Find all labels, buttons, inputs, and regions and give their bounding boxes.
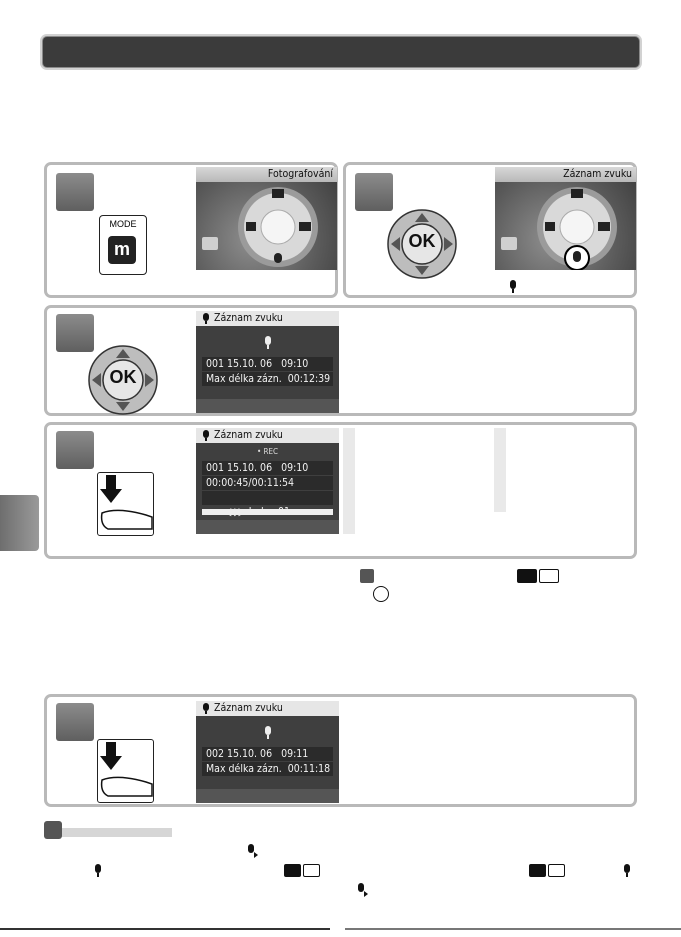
lcd-max-length-line: Max délka zázn. 00:12:39 xyxy=(202,372,333,386)
voice-playback-icon xyxy=(246,844,258,858)
camera-screen-title: Fotografování xyxy=(196,167,337,182)
microphone-icon xyxy=(93,864,103,878)
microphone-icon xyxy=(263,726,273,740)
tip-magnifier-icon xyxy=(44,821,62,839)
description-column-1 xyxy=(343,428,355,534)
lcd-recording xyxy=(196,428,339,534)
lcd-file-line: 001 15.10. 06 09:10 xyxy=(202,461,333,475)
step-badge-1 xyxy=(56,173,94,211)
lcd-title: Záznam zvuku xyxy=(196,428,339,443)
step-panel-4 xyxy=(44,422,637,559)
bottom-rule-right xyxy=(345,928,681,930)
shutter-press-icon xyxy=(97,739,154,803)
camera-screen-voice-select xyxy=(495,167,636,270)
camera-play-icons xyxy=(284,864,320,877)
lcd-elapsed-line: 00:00:45/00:11:54 xyxy=(202,476,333,490)
status-lamp-icon xyxy=(360,569,374,583)
lcd-title: Záznam zvuku xyxy=(196,311,339,326)
section-header-bar xyxy=(43,37,639,67)
mode-dial-graphic-2 xyxy=(495,167,636,270)
lcd-footer xyxy=(196,520,339,534)
bottom-rule-left xyxy=(0,928,330,930)
step-panel-3 xyxy=(44,305,637,416)
microphone-icon xyxy=(201,313,211,324)
camera-play-icons xyxy=(529,864,565,877)
chapter-side-tab xyxy=(0,495,39,551)
microphone-icon xyxy=(508,280,518,294)
arrow-down-icon xyxy=(98,740,153,802)
microphone-icon xyxy=(201,430,211,441)
step-badge-2 xyxy=(355,173,393,211)
step-badge-5 xyxy=(56,703,94,741)
mode-button-icon xyxy=(99,215,147,275)
description-column-2 xyxy=(494,428,506,512)
ok-dial-label-3: OK xyxy=(109,367,137,387)
microphone-icon xyxy=(201,703,211,714)
ok-button-icon xyxy=(373,586,389,602)
voice-playback-icon xyxy=(356,883,368,897)
lcd-file-line: 001 15.10. 06 09:10 xyxy=(202,357,333,371)
microphone-icon xyxy=(263,336,273,350)
camera-play-icons xyxy=(517,569,559,583)
camera-screen-mode-menu xyxy=(196,167,337,270)
tip-heading-rule xyxy=(62,828,172,837)
step-badge-4 xyxy=(56,431,94,469)
recording-progress-bar xyxy=(202,509,333,515)
lcd-max-length-line: Max délka zázn. 00:11:18 xyxy=(202,762,333,776)
lcd-footer xyxy=(196,789,339,803)
mode-button-label: MODE xyxy=(109,219,137,229)
mode-dial-graphic xyxy=(196,167,337,270)
lcd-title: Záznam zvuku xyxy=(196,701,339,716)
step-panel-2 xyxy=(343,162,637,298)
lcd-file-line: 002 15.10. 06 09:11 xyxy=(202,747,333,761)
lcd-footer xyxy=(196,399,339,413)
arrow-down-icon xyxy=(98,473,153,535)
lcd-voice-standby-after xyxy=(196,701,339,803)
step-panel-1 xyxy=(44,162,338,298)
shutter-press-icon xyxy=(97,472,154,536)
lcd-index-line xyxy=(202,491,333,505)
ok-dial-label: OK xyxy=(408,231,436,251)
lcd-voice-standby xyxy=(196,311,339,413)
mode-button-glyph: m xyxy=(113,239,130,259)
microphone-icon xyxy=(622,864,632,878)
rec-indicator: • REC xyxy=(256,447,279,456)
step-panel-5 xyxy=(44,694,637,807)
camera-screen-title-2: Záznam zvuku xyxy=(495,167,636,182)
